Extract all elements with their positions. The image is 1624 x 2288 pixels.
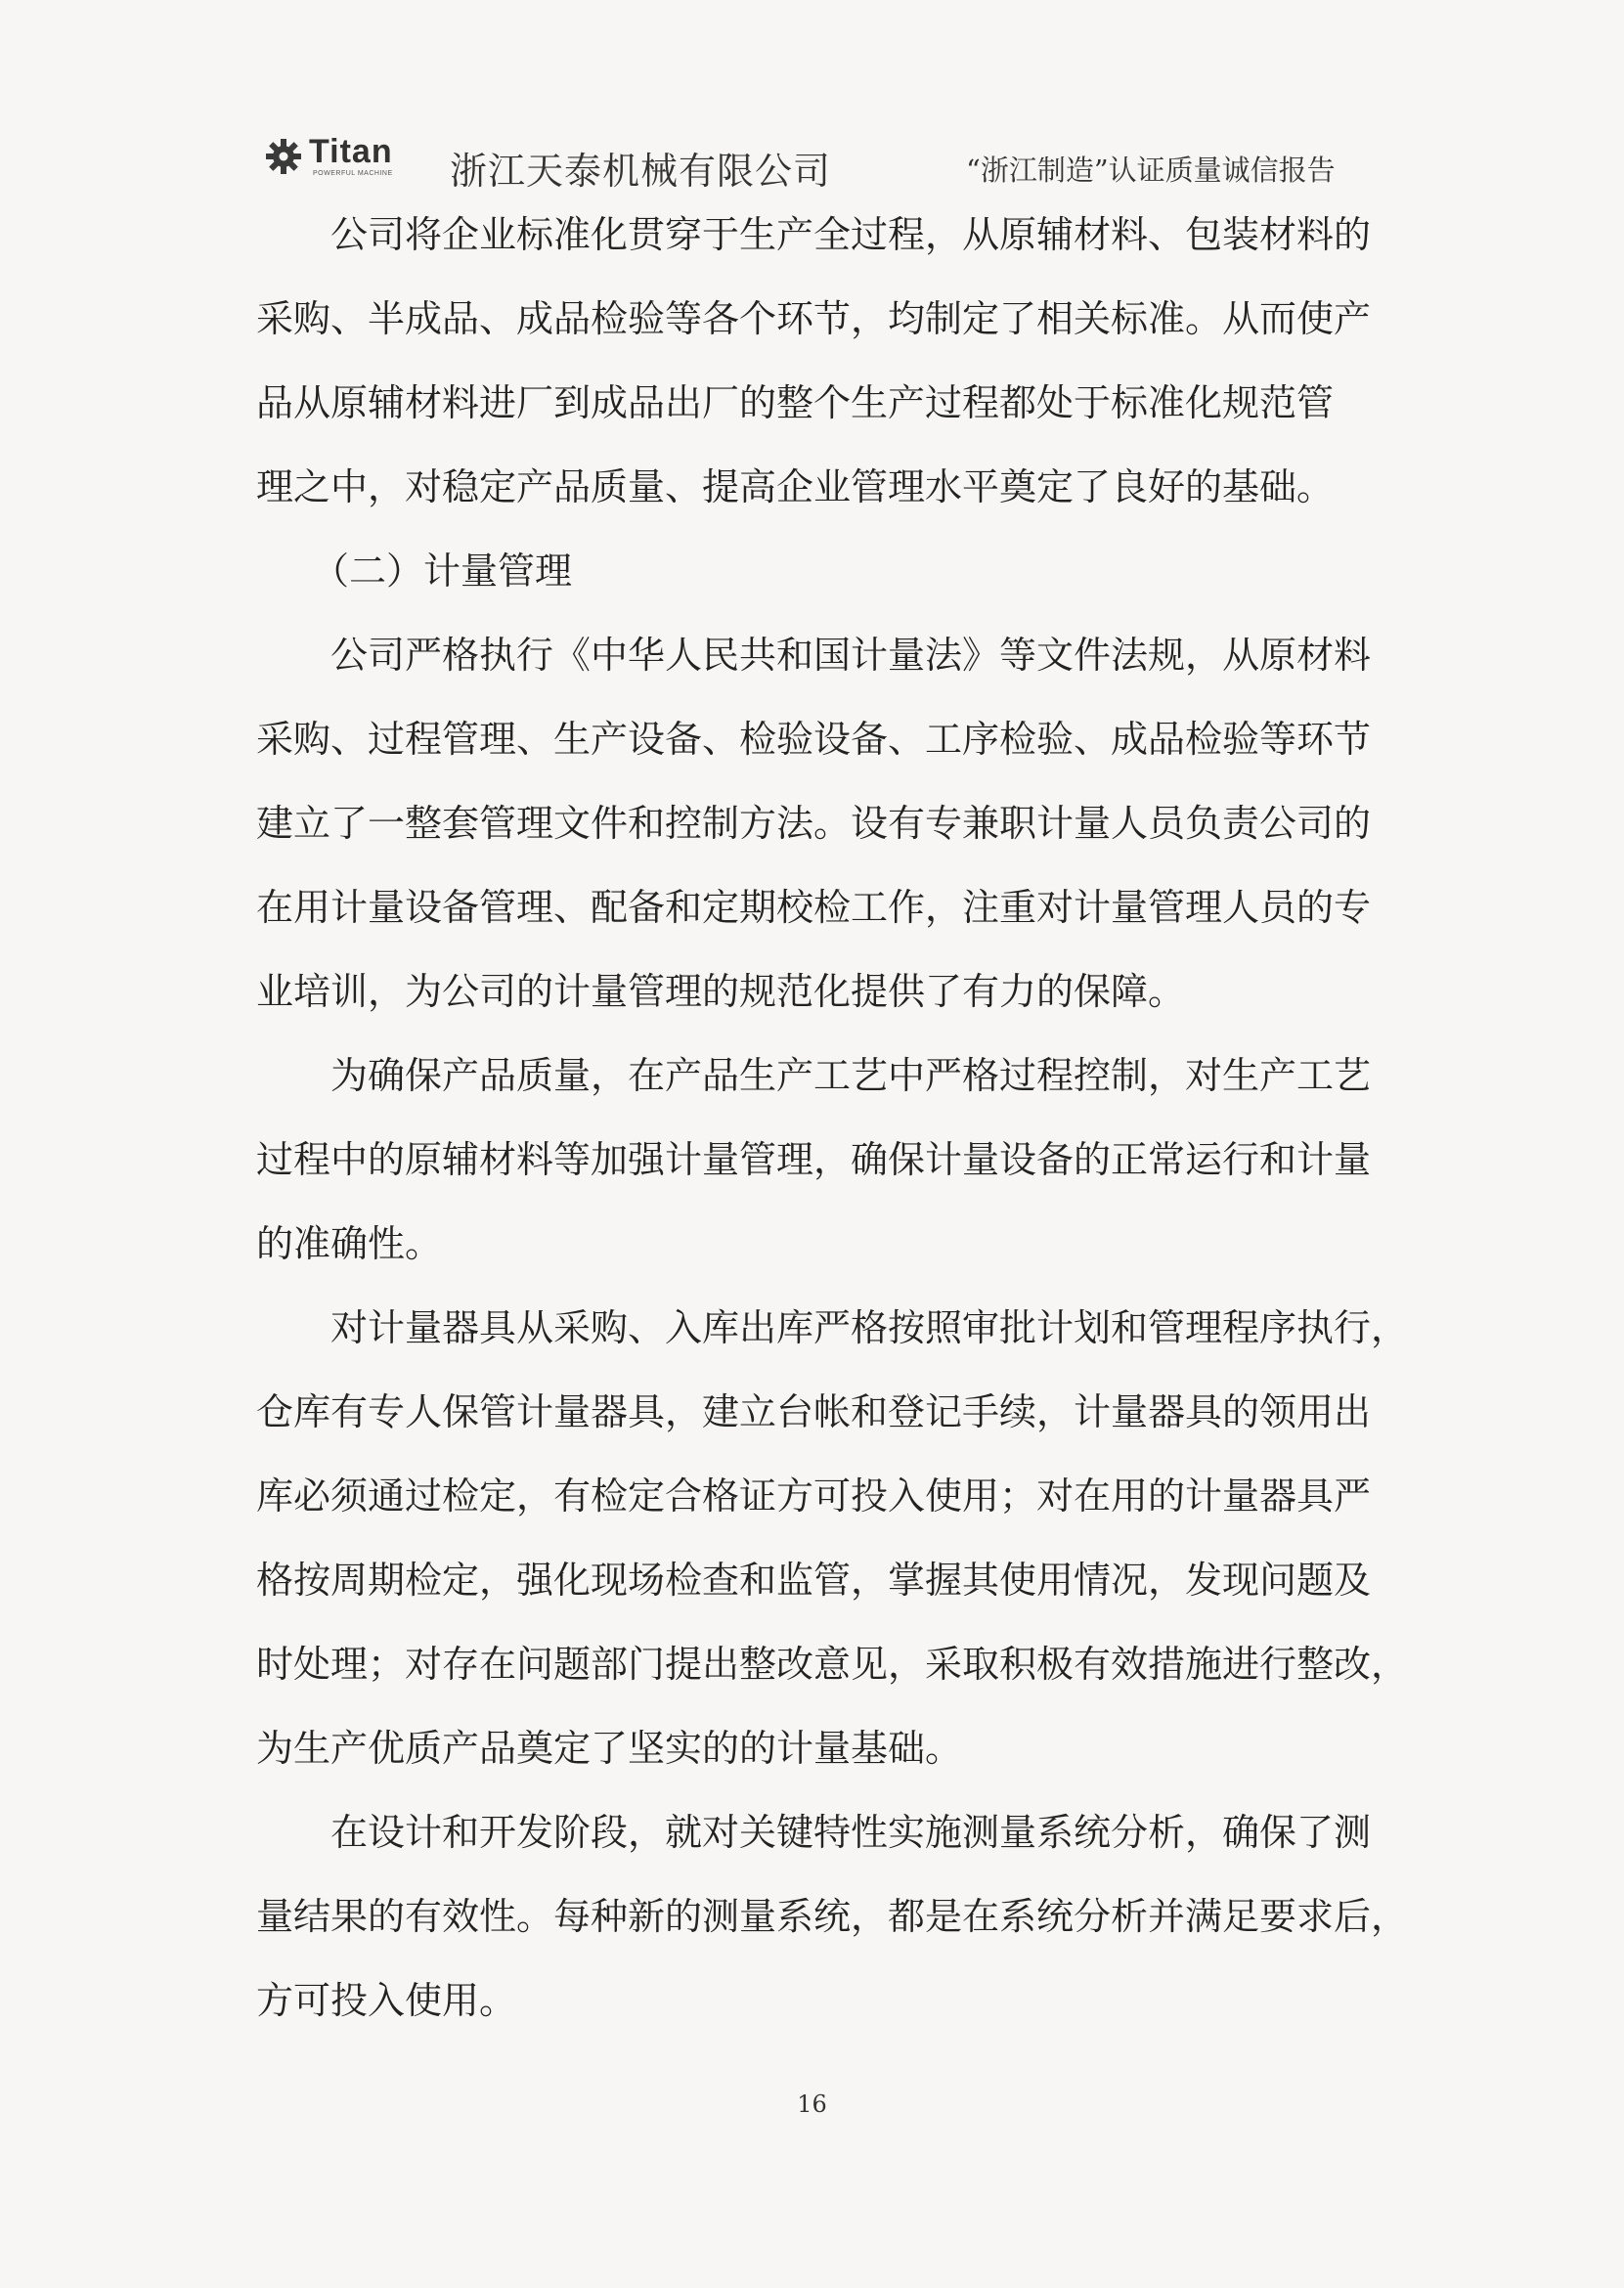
text-line: 仓库有专人保管计量器具，建立台帐和登记手续，计量器具的领用出	[256, 1390, 1372, 1433]
page-header	[264, 127, 1369, 196]
section-heading: （二）计量管理	[256, 550, 573, 593]
text-line: 库必须通过检定，有检定合格证方可投入使用；对在用的计量器具严	[256, 1474, 1372, 1518]
text-line: 为生产优质产品奠定了坚实的的计量基础。	[256, 1727, 963, 1770]
text-line: 方可投入使用。	[256, 1979, 517, 2022]
text-line: 量结果的有效性。每种新的测量系统，都是在系统分析并满足要求后，	[256, 1895, 1409, 1938]
text-line: 的准确性。	[256, 1222, 443, 1265]
text-line: 为确保产品质量，在产品生产工艺中严格过程控制，对生产工艺	[256, 1054, 1372, 1097]
text-line: 采购、半成品、成品检验等各个环节，均制定了相关标准。从而使产	[256, 297, 1372, 340]
report-title: “浙江制造”认证质量诚信报告	[966, 154, 1336, 187]
text-line: 格按周期检定，强化现场检查和监管，掌握其使用情况，发现问题及	[256, 1559, 1372, 1602]
gear-icon	[264, 137, 303, 176]
text-line: 业培训，为公司的计量管理的规范化提供了有力的保障。	[256, 970, 1186, 1013]
text-line: 品从原辅材料进厂到成品出厂的整个生产过程都处于标准化规范管	[256, 381, 1335, 424]
text-line: 在用计量设备管理、配备和定期校检工作，注重对计量管理人员的专	[256, 886, 1372, 929]
page-number: 16	[797, 2090, 827, 2118]
text-line: 公司将企业标准化贯穿于生产全过程，从原辅材料、包装材料的	[256, 213, 1372, 256]
logo-wordmark: Titan	[309, 133, 393, 170]
text-line: 时处理；对存在问题部门提出整改意见，采取积极有效措施进行整改，	[256, 1643, 1409, 1686]
text-line: 对计量器具从采购、入库出库严格按照审批计划和管理程序执行，	[256, 1306, 1409, 1349]
text-line: 在设计和开发阶段，就对关键特性实施测量系统分析，确保了测	[256, 1811, 1372, 1854]
text-line: 建立了一整套管理文件和控制方法。设有专兼职计量人员负责公司的	[256, 802, 1372, 845]
text-line: 理之中，对稳定产品质量、提高企业管理水平奠定了良好的基础。	[256, 465, 1335, 508]
company-logo	[264, 133, 420, 182]
logo-tagline: POWERFUL MACHINE	[313, 170, 393, 177]
text-line: 公司严格执行《中华人民共和国计量法》等文件法规，从原材料	[256, 634, 1372, 677]
text-line: 采购、过程管理、生产设备、检验设备、工序检验、成品检验等环节	[256, 718, 1372, 761]
company-name: 浙江天泰机械有限公司	[450, 150, 832, 193]
text-line: 过程中的原辅材料等加强计量管理，确保计量设备的正常运行和计量	[256, 1138, 1372, 1181]
